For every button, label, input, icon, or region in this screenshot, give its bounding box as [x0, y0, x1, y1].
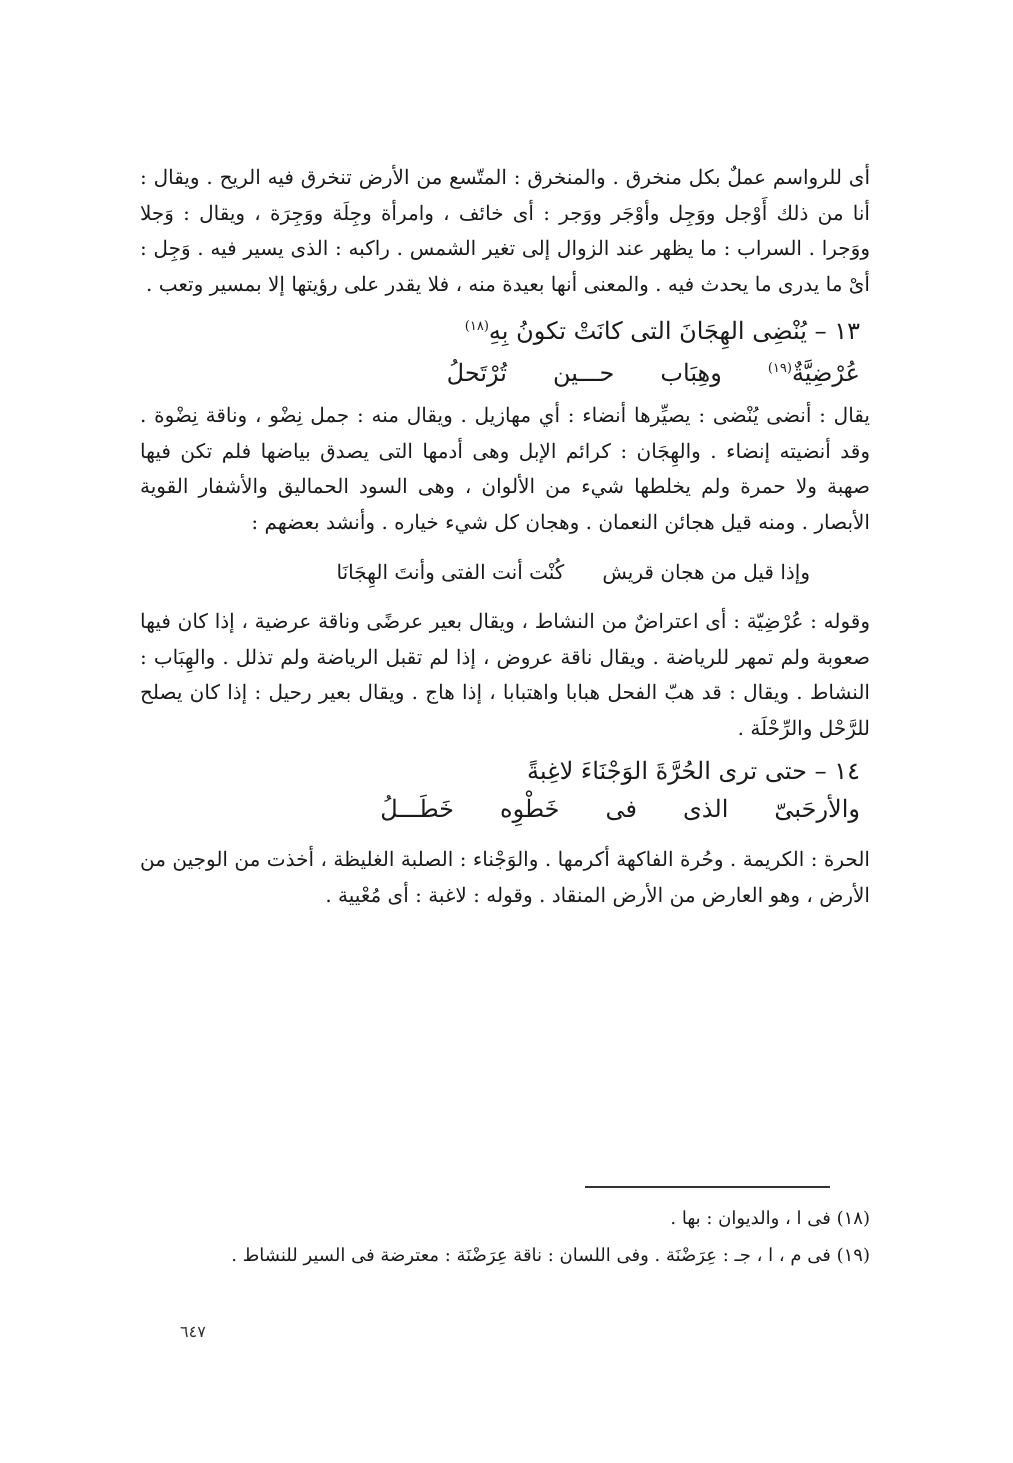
verse-word: والأرحَبىّ	[774, 795, 860, 823]
footnote-ref-19: (١٩)	[767, 361, 792, 376]
verse-word: خَطَـــلُ	[380, 795, 455, 823]
verse-word: عُرْضِيَّةٌ$^{(١٩)}$	[767, 359, 860, 387]
quoted-verse	[140, 554, 870, 590]
verse-word: تُرْتَحلُ	[446, 359, 507, 387]
verse-13-line-2	[140, 350, 870, 392]
verse-word: خَطْوِه	[500, 795, 560, 823]
verse-13-hemistich-1: ١٣ – يُنْضِى الهِجَانَ التى كانَتْ تكونُ بِهِ	[488, 317, 860, 345]
quote-hemistich-1: وإذا قيل من هجان قريش	[602, 560, 810, 584]
footnote-19: (١٩) فى م ، ا ، جـ : عِرَضْنَة . وفى اللسان : ناقة عِرَضْنَة : معترضة فى السير للنشاط .	[231, 1245, 870, 1266]
page-body	[140, 160, 870, 913]
paragraph-1: أى للرواسم عملٌ بكل منخرق . والمنخرق : المتّسع من الأرض تنخرق فيه الريح . ويقال : أنا من ذلك أَوْجل ووَجِل وأوْجَر ووَجر : أى خائف ، وامرأة وجِلَة ووَجِرَة ، ويقال : وَجلا ووَجرا . السراب : ما يظهر عند الزوال إلى تغير الشمس . راكبه : الذى يسير فيه . وَجِل : أىْ ما يدرى ما يحدث فيه . والمعنى أنها بعيدة منه ، فلا يقدر على رؤيتها إلا بمسير وتعب .	[140, 165, 870, 296]
verse-14-line-1: ١٤ – حتى ترى الحُرَّةَ الوَجْنَاءَ لاغِبةً	[526, 757, 860, 785]
quote-hemistich-2: كُنْت أنت الفتى وأنتَ الهِجَانَا	[336, 560, 565, 584]
verse-word: فى	[605, 795, 637, 823]
footnote-18: (١٨) فى ا ، والديوان : بها .	[670, 1208, 870, 1229]
paragraph-4: الحرة : الكريمة . وحُرة الفاكهة أكرمها . والوَجْناء : الصلبة الغليظة ، أخذت من الوجين من الأرض ، وهو العارض من الأرض المنقاد . وقوله : لاغبة : أى مُعْيية .	[140, 847, 870, 907]
verse-word: الذى	[683, 795, 729, 823]
paragraph-3: وقوله : عُرْضِيّة : أى اعتراضٌ من النشاط ، ويقال بعير عرضًى وناقة عرضية ، إذا كان فيها صعوبة ولم تمهر للرياضة . ويقال ناقة عروض ، إذا لم تقبل الرياضة ولم تذلل . والهِبَاب : النشاط . ويقال : قد هبّ الفحل هبابا واهتبابا ، إذا هاج . ويقال بعير رحيل : إذا كان يصلح للرَّحْل والرِّحْلَة .	[140, 609, 870, 740]
page-number: ٦٤٧	[180, 1322, 206, 1341]
footnotes	[140, 1200, 870, 1274]
footnote-ref-18: (١٨)	[464, 319, 489, 334]
footnote-divider	[585, 1186, 830, 1188]
verse-13-line-1	[140, 308, 870, 350]
verse-word: حـــين	[552, 359, 615, 387]
paragraph-2: يقال : أنضى يُنْضى : يصيِّرها أنضاء : أي مهازيل . ويقال منه : جمل نِضْو ، وناقة نِضْوة . وقد أنضيته إنضاء . والهِجَان : كرائم الإبل وهى أدمها التى يصدق بياضها فلم تكن فيها صهبة ولا حمرة ولم يخلطها شيء من الألوان ، وهى السود الحماليق والأشفار القوية الأبصار . ومنه قيل هجائن النعمان . وهجان كل شيء خياره . وأنشد بعضهم :	[140, 403, 870, 534]
verse-14-line-2	[140, 790, 870, 828]
verse-word: وهِبَاب	[660, 359, 722, 387]
